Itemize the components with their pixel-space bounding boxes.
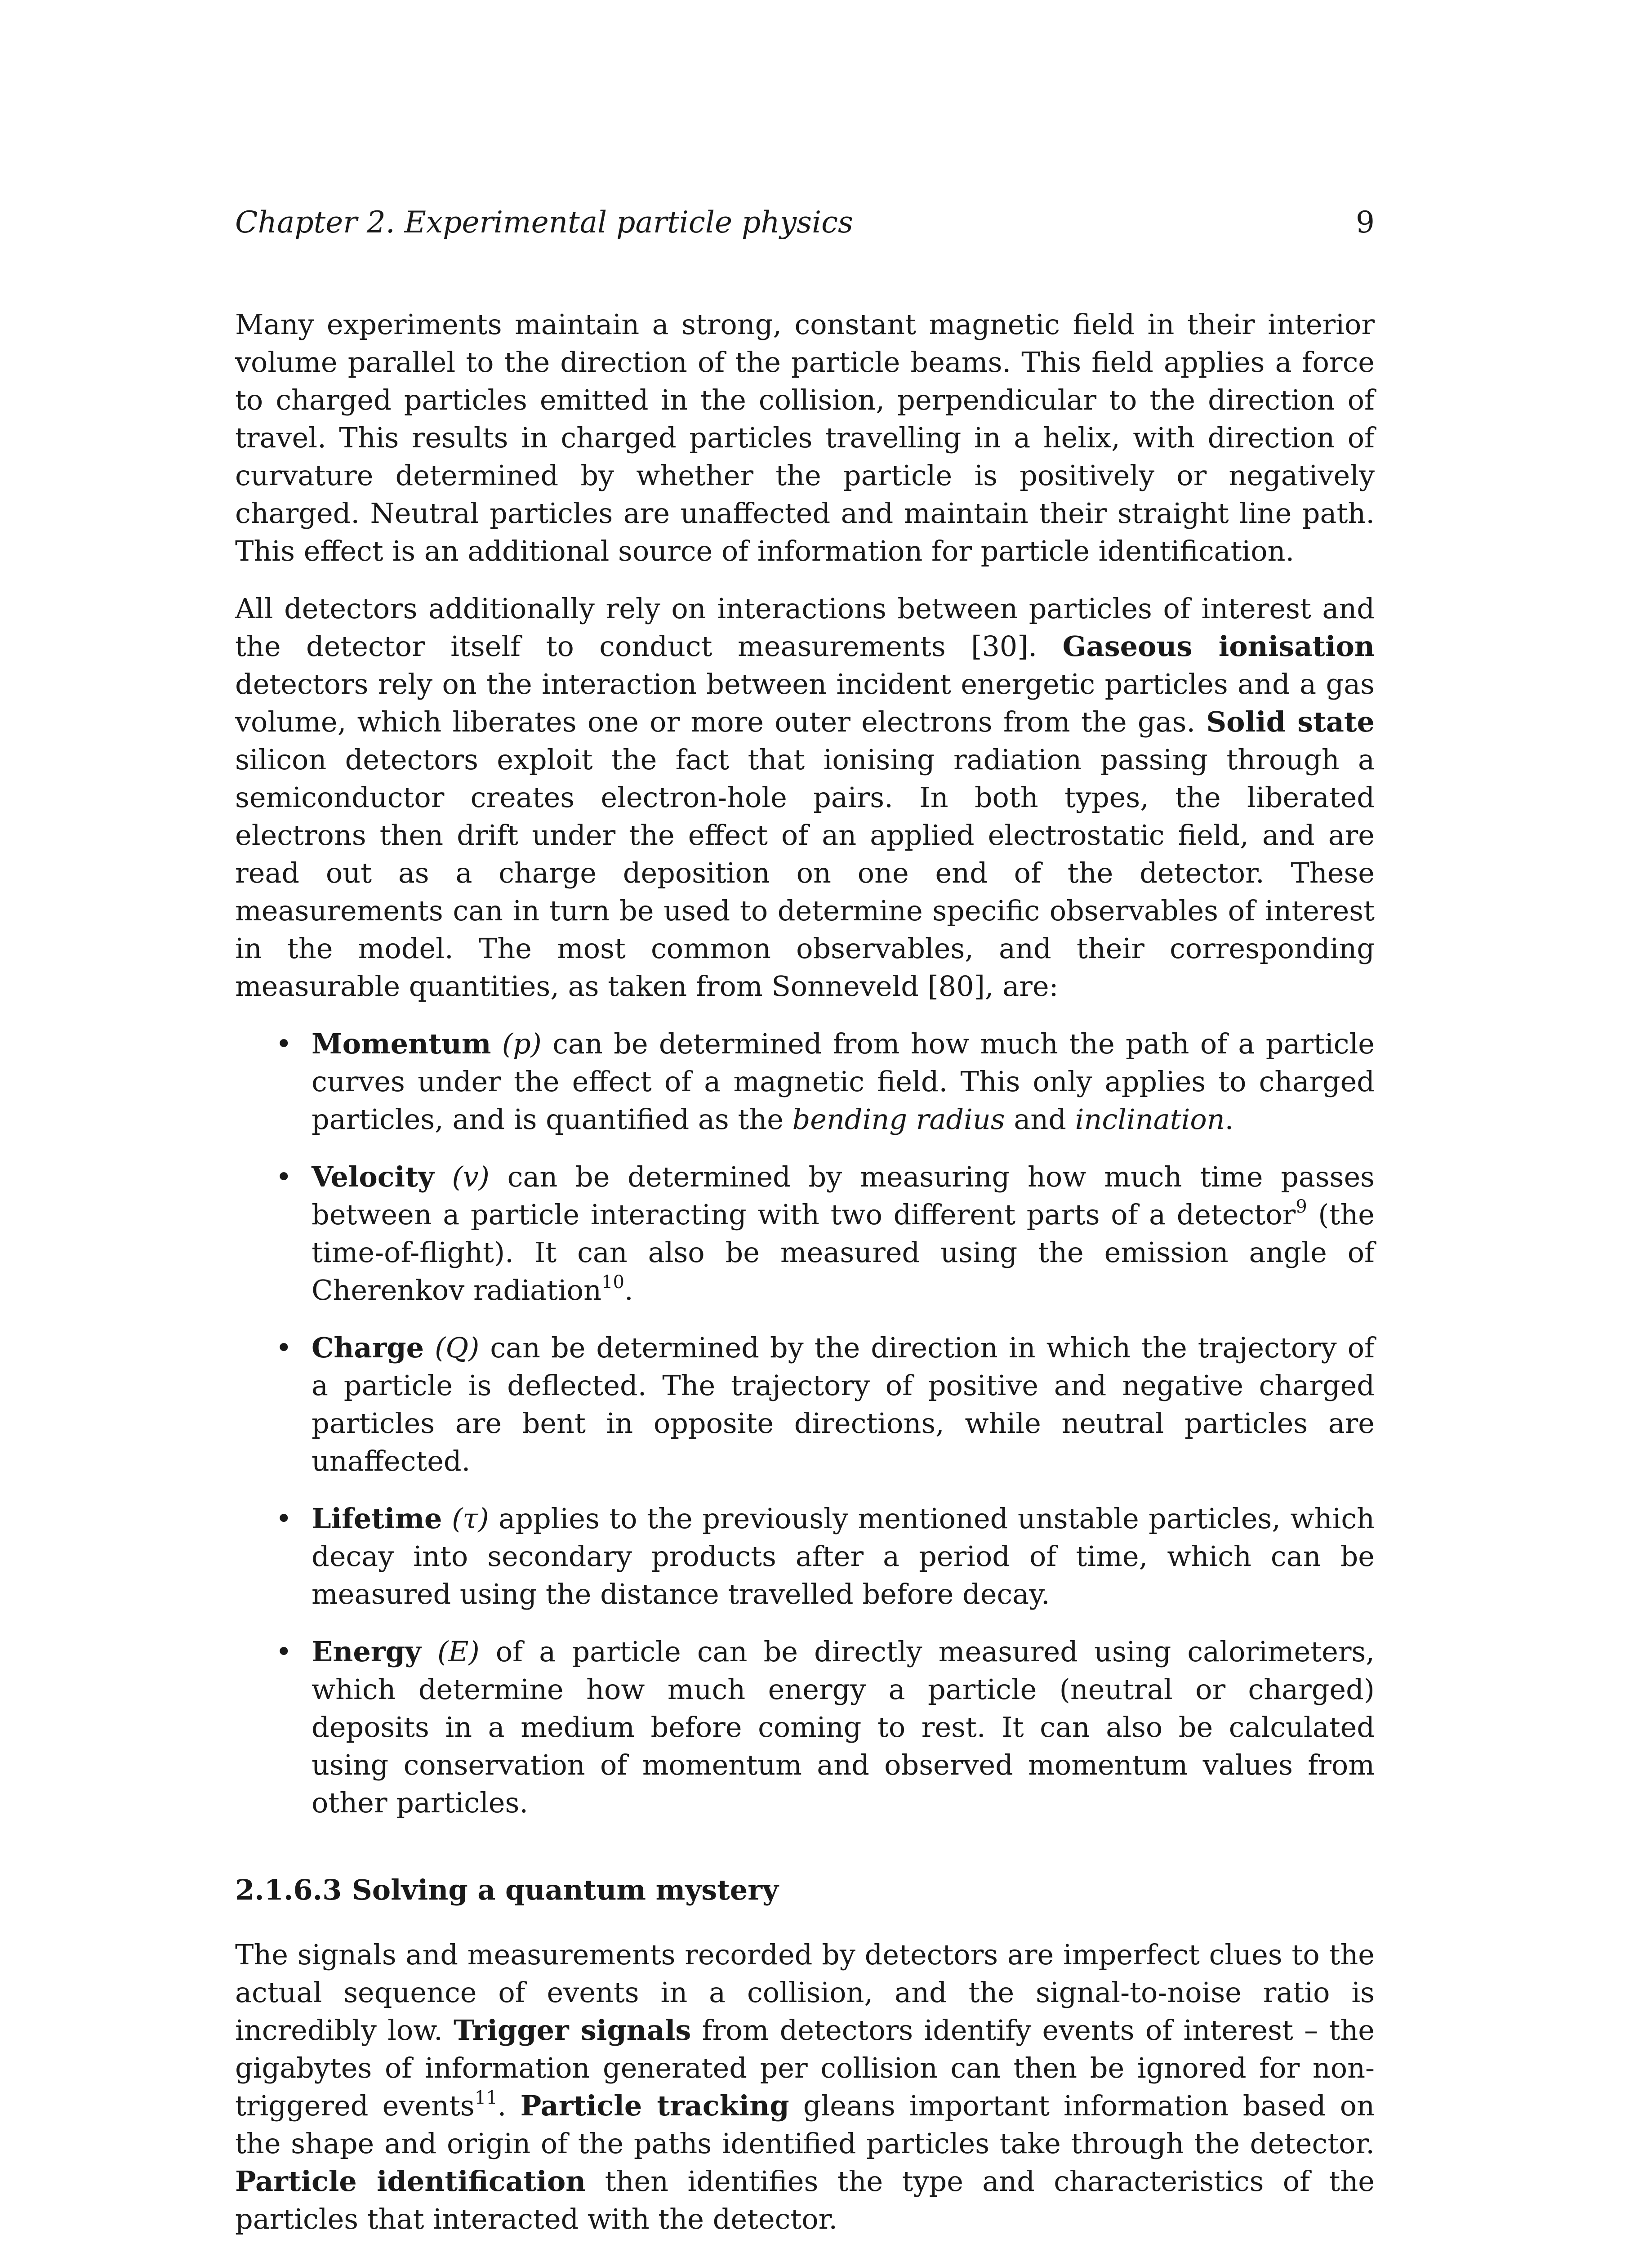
term-particle-tracking: Particle tracking [520,2089,789,2122]
footnote-ref[interactable]: 9 [1296,1196,1307,1217]
term-particle-identification: Particle identification [235,2165,586,2198]
symbol: (Q) [435,1331,480,1364]
symbol: (E) [437,1635,480,1668]
running-header [235,202,1375,243]
text-run: then identifies the type and characteristics of the particles that interacted with the detector. [235,2165,1375,2235]
text-run: (the time-of-flight). It can also be measured using the emission angle of Cherenkov radiation [312,1198,1375,1307]
term-charge: Charge [312,1331,424,1364]
symbol: (p) [502,1027,542,1060]
text-run: . [497,2089,521,2122]
term-velocity: Velocity [312,1160,434,1193]
list-item-momentum [276,1025,1375,1138]
text-run: and [1005,1103,1075,1136]
list-item-velocity [276,1158,1375,1309]
text-run: from detectors identify events of interest – the gigabytes of information generated per collision can then be ignored for non-triggered events [235,2014,1375,2122]
list-item-energy [276,1633,1375,1822]
paragraph-quantum-mystery [235,1936,1375,2238]
text-run: The signals and measurements recorded by detectors are imperfect clues to the actual sequence of events in a collision, and the signal-to-noise ratio is incredibly low. [235,1938,1375,2047]
section-title: Solving a quantum mystery [352,1873,779,1906]
text-run: can be determined from how much the path of a particle curves under the effect of a magnetic field. This only applies to charged particles, and is quantified as the [312,1027,1375,1136]
text-run: detectors rely on the interaction between incident energetic particles and a gas volume, which liberates one or more outer electrons from the gas. [235,668,1375,738]
page-number: 9 [1356,205,1375,240]
term-energy: Energy [312,1635,421,1668]
text-run: . [624,1274,633,1307]
bullet-icon: • [276,1027,292,1060]
observables-list [235,1025,1375,1822]
bullet-icon: • [276,1331,292,1364]
text-run: can be determined by the direction in which the trajectory of a particle is deflected. The trajectory of positive and negative charged particles are bent in opposite directions, while neutral particles are unaffected. [312,1331,1375,1477]
page [235,202,1375,2248]
term-momentum: Momentum [312,1027,491,1060]
text-run: of a particle can be directly measured using calorimeters, which determine how much energy a particle (neutral or charged) deposits in a medium before coming to rest. It can also be calculated using conservation of momentum and observed momentum values from other particles. [312,1635,1375,1819]
list-item-charge [276,1329,1375,1480]
text-run: All detectors additionally rely on interactions between particles of interest and the detector itself to conduct measurements [30]. [235,592,1375,663]
term-trigger-signals: Trigger signals [454,2014,691,2047]
paragraph-magnetic-field: Many experiments maintain a strong, constant magnetic field in their interior volume parallel to the direction of the particle beams. This field applies a force to charged particles emitted in the collision, perpendicular to the direction of travel. This results in charged particles travelling in a helix, with direction of curvature determined by whether the particle is positively or negatively charged. Neutral particles are unaffected and maintain their straight line path. This effect is an additional source of information for particle identification. [235,308,1375,567]
footnote-ref[interactable]: 11 [474,2087,498,2108]
term-solid-state: Solid state [1206,705,1375,738]
bullet-icon: • [276,1502,292,1535]
chapter-title: Chapter 2. Experimental particle physics [235,205,853,240]
symbol: (τ) [452,1502,489,1535]
term-gaseous-ionisation: Gaseous ionisation [1062,630,1375,663]
paragraph-detectors [235,590,1375,1005]
footnote-ref[interactable]: 10 [601,1272,624,1293]
text-run: . [1225,1103,1234,1136]
section-heading [235,1871,1375,1909]
text-run: gleans important information based on the shape and origin of the paths identified particles take through the detector. [235,2089,1375,2160]
emphasis: inclination [1075,1103,1225,1136]
bullet-icon: • [276,1635,292,1668]
list-item-lifetime [276,1500,1375,1613]
text-run: applies to the previously mentioned unstable particles, which decay into secondary products after a period of time, which can be measured using the distance travelled before decay. [312,1502,1375,1610]
text-run: silicon detectors exploit the fact that ionising radiation passing through a semiconductor creates electron-hole pairs. In both types, the liberated electrons then drift under the effect of an applied electrostatic field, and are read out as a charge deposition on one end of the detector. These measurements can in turn be used to determine specific observables of interest in the model. The most common observables, and their corresponding measurable quantities, as taken from Sonneveld [80], are: [235,743,1375,1003]
term-lifetime: Lifetime [312,1502,442,1535]
text-run: can be determined by measuring how much time passes between a particle interacting with two different parts of a detector [312,1160,1375,1231]
emphasis: bending radius [792,1103,1005,1136]
symbol: (v) [452,1160,490,1193]
section-number: 2.1.6.3 [235,1873,342,1906]
bullet-icon: • [276,1160,292,1193]
